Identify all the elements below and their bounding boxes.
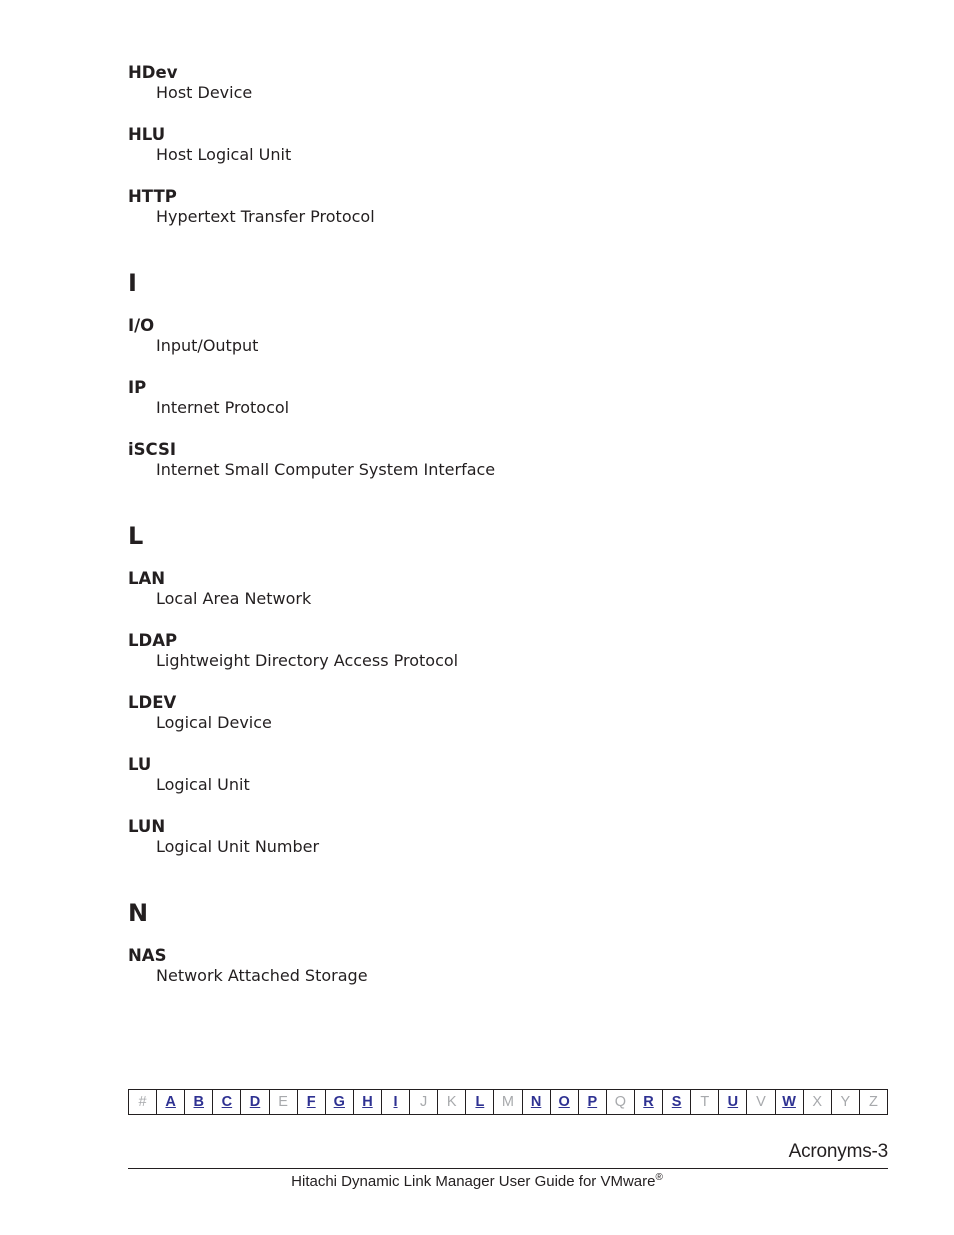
alphabet-link-e: E	[270, 1090, 298, 1114]
acronym-definition: Logical Unit	[156, 775, 250, 794]
alphabet-link-j: J	[410, 1090, 438, 1114]
alphabet-link-y: Y	[832, 1090, 860, 1114]
alphabet-link-n[interactable]: N	[523, 1090, 551, 1114]
alphabet-link-w[interactable]: W	[776, 1090, 804, 1114]
acronym-entry	[128, 946, 888, 986]
acronym-definition: Internet Small Computer System Interface	[156, 460, 496, 479]
footer-title-text: Hitachi Dynamic Link Manager User Guide for VMware	[291, 1173, 656, 1190]
alphabet-link-d[interactable]: D	[241, 1090, 269, 1114]
registered-mark: ®	[655, 1172, 663, 1183]
acronym-term: LDEV	[128, 693, 177, 712]
alphabet-link-x: X	[804, 1090, 832, 1114]
acronym-entry	[128, 755, 888, 795]
alphabet-link-i[interactable]: I	[382, 1090, 410, 1114]
acronym-definition: Internet Protocol	[156, 398, 290, 417]
alphabet-link-hash: #	[129, 1090, 157, 1114]
acronym-term: LDAP	[128, 631, 178, 650]
acronym-term: LU	[128, 755, 152, 774]
acronym-section	[128, 63, 888, 227]
acronym-entry	[128, 440, 888, 480]
acronym-definition: Logical Device	[156, 713, 272, 732]
alphabet-link-c[interactable]: C	[213, 1090, 241, 1114]
acronym-definition: Input/Output	[156, 336, 259, 355]
footer-title	[0, 1172, 954, 1190]
alphabet-link-l[interactable]: L	[466, 1090, 494, 1114]
page-number: Acronyms-3	[788, 1141, 888, 1162]
acronym-term: IP	[128, 378, 147, 397]
acronym-entry	[128, 569, 888, 609]
acronym-entry	[128, 316, 888, 356]
acronym-term: NAS	[128, 946, 167, 965]
section-letter-heading: I	[128, 269, 137, 297]
section-letter-heading: L	[128, 522, 144, 550]
alphabet-link-g[interactable]: G	[326, 1090, 354, 1114]
acronym-term: HLU	[128, 125, 166, 144]
acronym-entry	[128, 378, 888, 418]
alphabet-link-u[interactable]: U	[719, 1090, 747, 1114]
acronym-term: I/O	[128, 316, 155, 335]
acronym-definition: Host Logical Unit	[156, 145, 292, 164]
alphabet-link-v: V	[747, 1090, 775, 1114]
acronym-section	[128, 269, 888, 480]
alphabet-link-h[interactable]: H	[354, 1090, 382, 1114]
alphabet-link-o[interactable]: O	[551, 1090, 579, 1114]
alphabet-link-k: K	[438, 1090, 466, 1114]
section-letter-heading: N	[128, 899, 149, 927]
alphabet-link-z: Z	[868, 1094, 878, 1110]
acronym-entry	[128, 63, 888, 103]
acronym-definition: Host Device	[156, 83, 253, 102]
alphabet-link-b[interactable]: B	[185, 1090, 213, 1114]
alphabet-link-q: Q	[607, 1090, 635, 1114]
alphabet-index	[128, 1089, 888, 1115]
acronym-term: iSCSI	[128, 440, 176, 459]
alphabet-link-p[interactable]: P	[579, 1090, 607, 1114]
acronym-entry	[128, 125, 888, 165]
acronym-list	[128, 63, 888, 986]
acronym-term: HTTP	[128, 187, 177, 206]
acronym-definition: Logical Unit Number	[156, 837, 320, 856]
footer-divider	[128, 1168, 888, 1169]
acronym-term: HDev	[128, 63, 178, 82]
acronym-section	[128, 899, 888, 986]
acronym-term: LAN	[128, 569, 166, 588]
acronym-definition: Network Attached Storage	[156, 966, 368, 985]
alphabet-link-r[interactable]: R	[635, 1090, 663, 1114]
acronym-definition: Local Area Network	[156, 589, 312, 608]
acronym-definition: Lightweight Directory Access Protocol	[156, 651, 459, 670]
alphabet-link-m: M	[494, 1090, 522, 1114]
acronym-entry	[128, 817, 888, 857]
acronym-entry	[128, 693, 888, 733]
acronym-entry	[128, 187, 888, 227]
alphabet-link-f[interactable]: F	[298, 1090, 326, 1114]
alphabet-link-t: T	[691, 1090, 719, 1114]
alphabet-link-s[interactable]: S	[663, 1090, 691, 1114]
acronym-term: LUN	[128, 817, 166, 836]
acronym-entry	[128, 631, 888, 671]
alphabet-link-a[interactable]: A	[157, 1090, 185, 1114]
acronym-section	[128, 522, 888, 857]
acronym-definition: Hypertext Transfer Protocol	[156, 207, 375, 226]
